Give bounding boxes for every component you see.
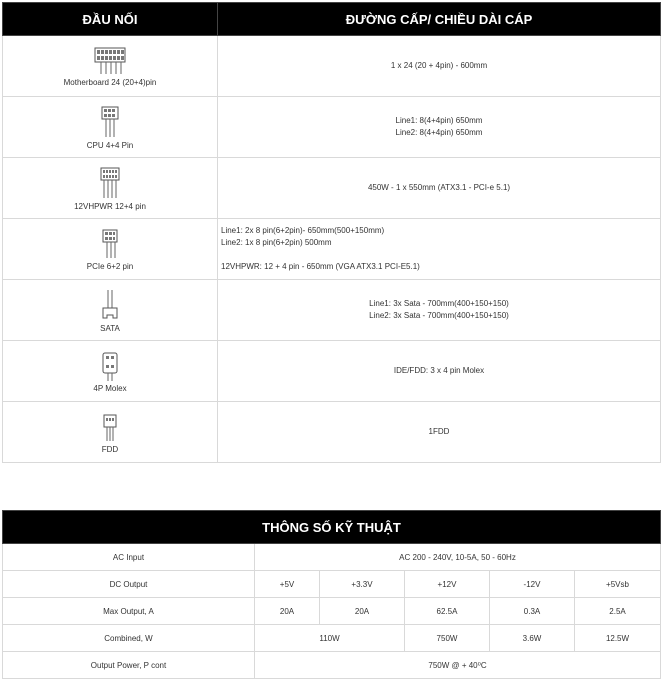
connector-name: PCIe 6+2 pin xyxy=(86,261,134,271)
spec-value: -12V xyxy=(490,571,575,598)
spec-value: 110W xyxy=(255,625,405,652)
12vhpwr-icon xyxy=(98,166,122,200)
spec-value: 750W xyxy=(405,625,490,652)
table-row xyxy=(3,36,661,97)
spec-label: AC Input xyxy=(3,544,255,571)
cable-spec-cell xyxy=(218,402,661,463)
spec-value: 2.5A xyxy=(575,598,661,625)
molex-icon xyxy=(99,350,121,382)
cable-spec-cell xyxy=(218,280,661,341)
connector-name: SATA xyxy=(100,323,120,333)
spec-value: 0.3A xyxy=(490,598,575,625)
cable-spec-line: IDE/FDD: 3 x 4 pin Molex xyxy=(393,366,485,375)
table-row xyxy=(3,280,661,341)
spec-table xyxy=(2,510,661,679)
header-cable-length: ĐƯỜNG CẤP/ CHIỀU DÀI CÁP xyxy=(218,3,661,36)
connector-name: 12VHPWR 12+4 pin xyxy=(74,201,146,211)
fdd-icon xyxy=(99,411,121,443)
cable-spec-line: Line2: 8(4+4pin) 650mm xyxy=(395,128,483,137)
pcie-icon xyxy=(98,228,122,260)
connector-name: Motherboard 24 (20+4)pin xyxy=(63,77,157,87)
connector-cell xyxy=(3,402,218,463)
cable-spec-line xyxy=(221,249,660,261)
spec-label: Combined, W xyxy=(3,625,255,652)
table-row xyxy=(3,219,661,280)
spec-value: 750W @ + 40⁰C xyxy=(255,652,661,679)
cable-spec-cell xyxy=(218,97,661,158)
sata-icon xyxy=(99,288,121,322)
connector-table-header xyxy=(3,3,661,36)
table-row xyxy=(3,341,661,402)
spec-value: 20A xyxy=(320,598,405,625)
spec-value: +3.3V xyxy=(320,571,405,598)
cpu-8pin-icon xyxy=(98,105,122,139)
table-row xyxy=(3,544,661,571)
cable-spec-line: 450W - 1 x 550mm (ATX3.1 - PCI-e 5.1) xyxy=(367,183,511,192)
table-row xyxy=(3,402,661,463)
table-row xyxy=(3,97,661,158)
cable-spec-line: Line1: 2x 8 pin(6+2pin)- 650mm(500+150mm) xyxy=(221,226,385,235)
connector-cell xyxy=(3,97,218,158)
cable-spec-line: Line1: 8(4+4pin) 650mm xyxy=(395,116,483,125)
spec-table-header xyxy=(3,511,661,544)
cable-spec-line: Line2: 3x Sata - 700mm(400+150+150) xyxy=(369,311,509,320)
cable-spec-line: Line1: 3x Sata - 700mm(400+150+150) xyxy=(369,299,509,308)
spec-title: THÔNG SỐ KỸ THUẬT xyxy=(3,511,661,544)
cable-spec-line: 1FDD xyxy=(428,427,450,436)
spec-label: Output Power, P cont xyxy=(3,652,255,679)
connector-table xyxy=(2,2,661,463)
spec-label: DC Output xyxy=(3,571,255,598)
connector-name: 4P Molex xyxy=(93,383,127,393)
table-row xyxy=(3,625,661,652)
spec-value: 62.5A xyxy=(405,598,490,625)
spec-value: AC 200 - 240V, 10-5A, 50 - 60Hz xyxy=(255,544,661,571)
spec-value: +5V xyxy=(255,571,320,598)
connector-cell xyxy=(3,341,218,402)
spec-value: 3.6W xyxy=(490,625,575,652)
cable-spec-cell xyxy=(218,36,661,97)
cable-spec-line: 1 x 24 (20 + 4pin) - 600mm xyxy=(390,61,488,70)
connector-name: FDD xyxy=(101,444,119,454)
spec-value: +12V xyxy=(405,571,490,598)
cable-spec-cell xyxy=(218,341,661,402)
connector-cell xyxy=(3,280,218,341)
spec-value: 20A xyxy=(255,598,320,625)
motherboard-24pin-icon xyxy=(93,46,127,76)
connector-cell xyxy=(3,219,218,280)
table-row xyxy=(3,571,661,598)
cable-spec-line: 12VHPWR: 12 + 4 pin - 650mm (VGA ATX3.1 PCI-E5.1) xyxy=(221,262,420,271)
spec-value: +5Vsb xyxy=(575,571,661,598)
cable-spec-cell xyxy=(218,219,661,280)
cable-spec-cell xyxy=(218,158,661,219)
table-row xyxy=(3,158,661,219)
connector-name: CPU 4+4 Pin xyxy=(86,140,134,150)
connector-cell xyxy=(3,36,218,97)
cable-spec-line: Line2: 1x 8 pin(6+2pin) 500mm xyxy=(221,238,332,247)
table-row xyxy=(3,598,661,625)
connector-cell xyxy=(3,158,218,219)
spec-value: 12.5W xyxy=(575,625,661,652)
table-row xyxy=(3,652,661,679)
spec-label: Max Output, A xyxy=(3,598,255,625)
header-connector: ĐẦU NỐI xyxy=(3,3,218,36)
